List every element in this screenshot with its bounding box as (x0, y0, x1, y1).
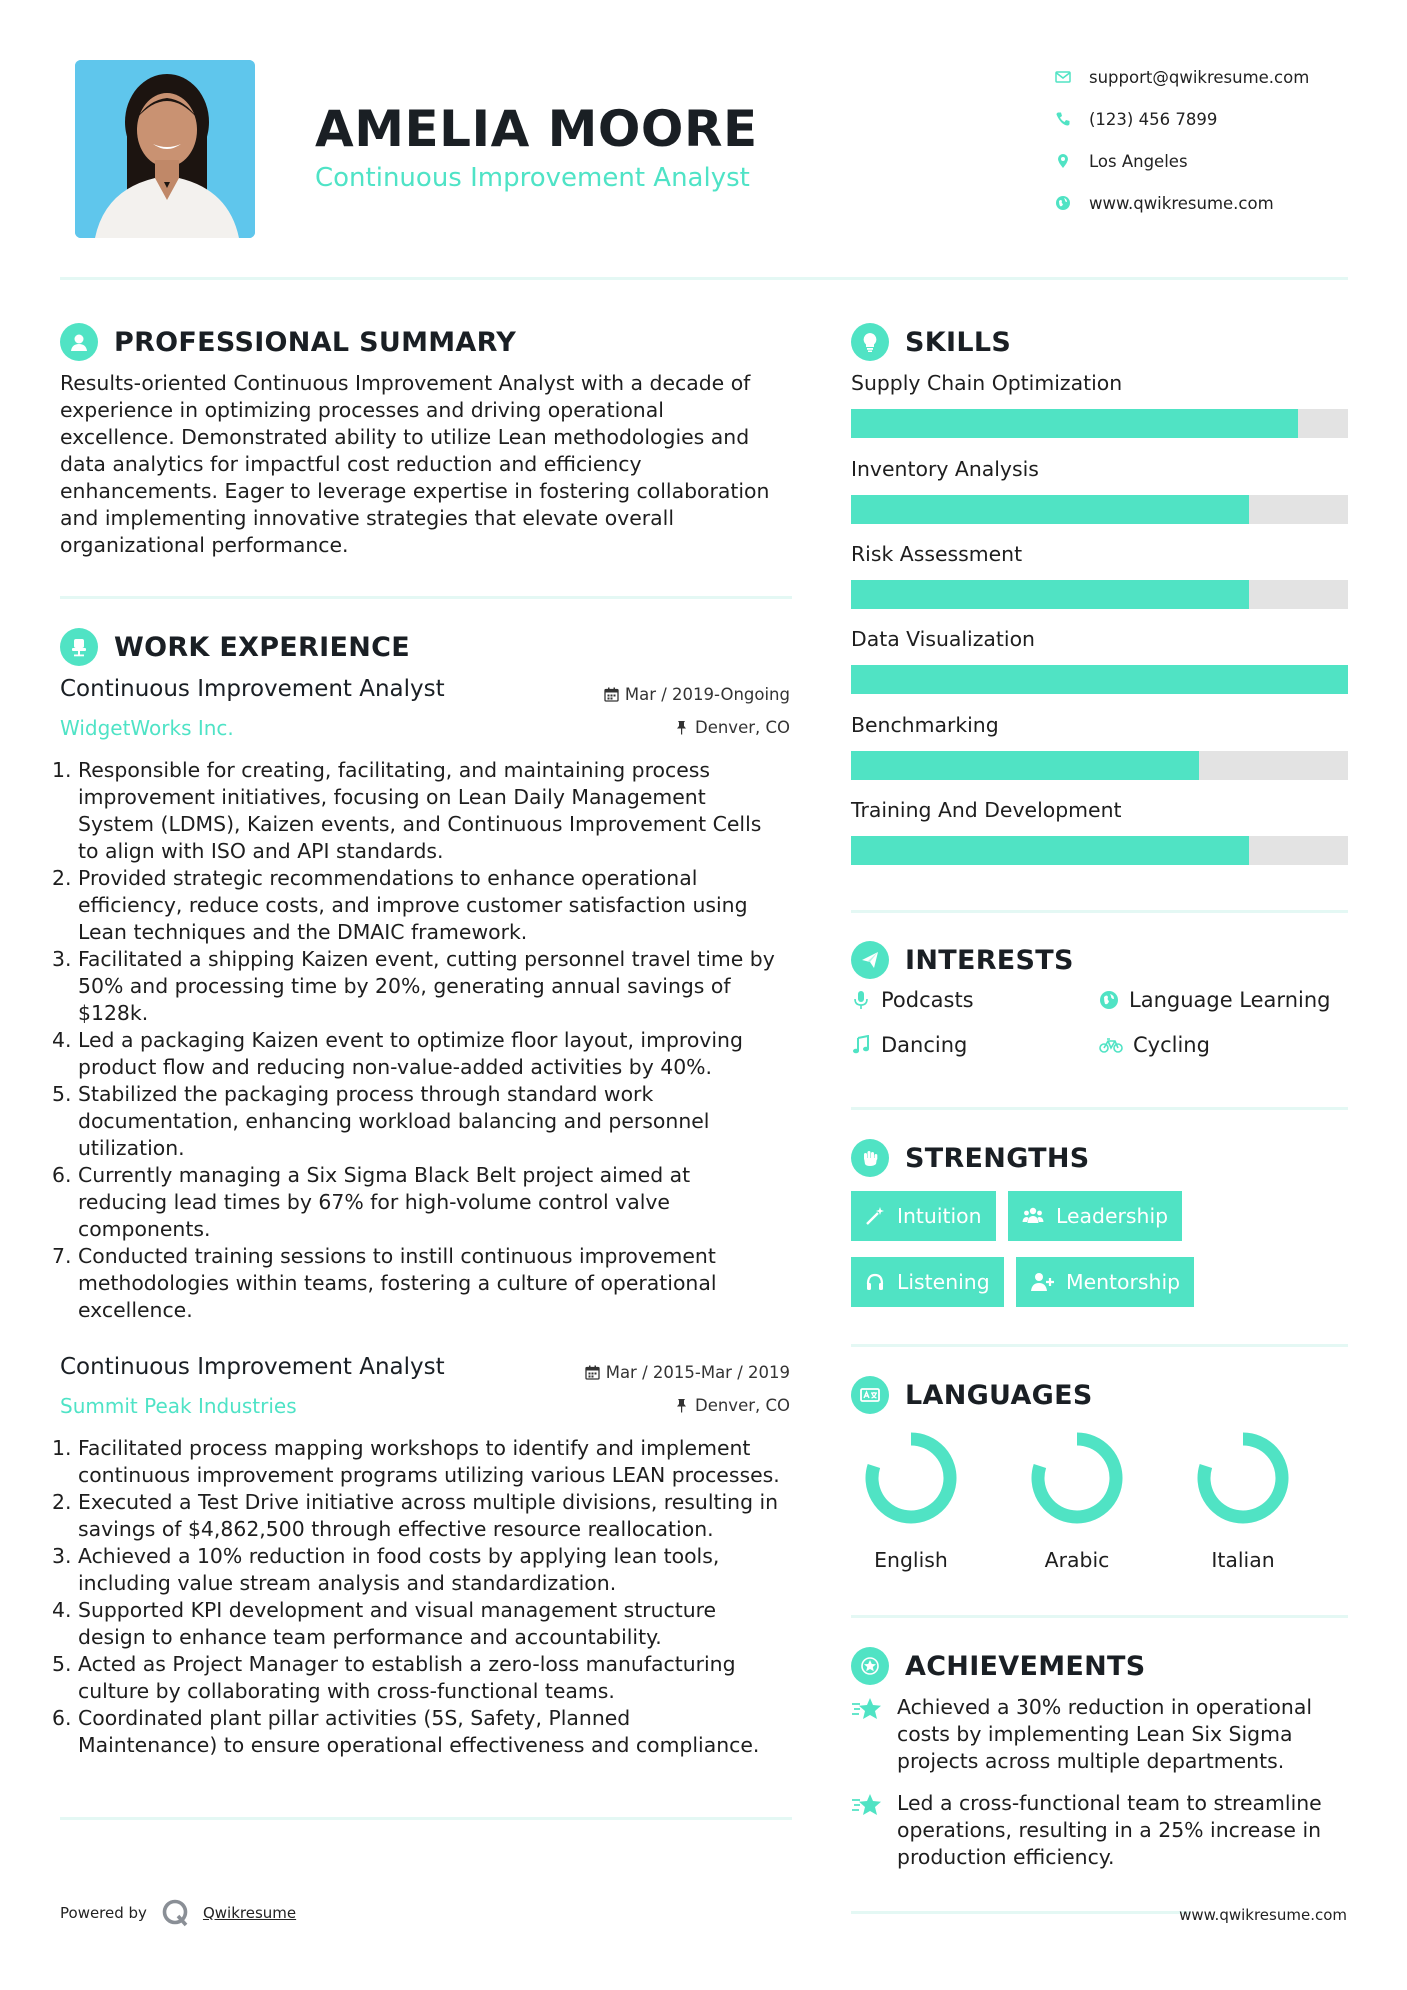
achievement-line: Led a cross-functional team to streamline (897, 1791, 1322, 1815)
globe-icon (1055, 195, 1089, 211)
achievement-item (851, 1790, 1351, 1871)
header-divider (60, 277, 1348, 280)
language-ring-arc (1038, 1439, 1116, 1517)
list-item (52, 1705, 800, 1759)
list-number: 7. (52, 1244, 72, 1268)
skill-bar-track (851, 580, 1348, 609)
interest-item (1099, 988, 1330, 1012)
list-item (52, 757, 800, 865)
list-text (78, 757, 800, 865)
star-icon (851, 1790, 897, 1871)
list-line: components. (78, 1217, 211, 1241)
list-line: efficiency, reduce costs, and improve customer satisfaction using (78, 893, 748, 917)
list-line: Led a packaging Kaizen event to optimize floor layout, improving (78, 1028, 743, 1052)
candidate-role: Continuous Improvement Analyst (315, 163, 750, 193)
language-ring-arc (1204, 1439, 1282, 1517)
list-line: Coordinated plant pillar activities (5S, Safety, Planned (78, 1706, 631, 1730)
achievements-divider (851, 1911, 1191, 1914)
translate-icon (851, 1376, 889, 1414)
strengths-title: STRENGTHS (905, 1142, 1090, 1174)
headphones-icon (865, 1272, 885, 1292)
list-line: design to enhance team performance and accountability. (78, 1625, 662, 1649)
job-dates (604, 685, 790, 704)
skill-bar-track (851, 495, 1348, 524)
skill-name: Training And Development (851, 798, 1122, 822)
skills-heading (851, 323, 1011, 361)
achievement-line: production efficiency. (897, 1845, 1115, 1869)
list-line: documentation, enhancing workload balancing and personnel (78, 1109, 710, 1133)
skills-divider (851, 910, 1348, 913)
skill-bar-fill (851, 751, 1199, 780)
language-name: English (874, 1548, 948, 1572)
user-plus-icon (1030, 1272, 1054, 1292)
language-item (1183, 1432, 1303, 1572)
list-item (52, 1597, 800, 1651)
job-company: Summit Peak Industries (60, 1394, 297, 1418)
contact-block (1055, 56, 1385, 224)
chair-icon (60, 628, 98, 666)
language-ring (1197, 1432, 1289, 1524)
interests-title: INTERESTS (905, 944, 1074, 976)
job-bullets (52, 757, 800, 1324)
skill-bar-fill (851, 836, 1249, 865)
achievements-heading (851, 1647, 1146, 1685)
list-text (78, 1489, 800, 1543)
list-text (78, 1543, 800, 1597)
lightbulb-icon (851, 323, 889, 361)
list-item (52, 1162, 800, 1243)
job-dates-text: Mar / 2019-Ongoing (624, 685, 790, 704)
achievement-line: operations, resulting in a 25% increase in (897, 1818, 1322, 1842)
list-text (78, 946, 800, 1027)
language-ring-arc (872, 1439, 950, 1517)
languages-title: LANGUAGES (905, 1379, 1093, 1411)
list-line: $128k. (78, 1001, 149, 1025)
skill-bar-fill (851, 495, 1249, 524)
interest-item (851, 1033, 967, 1057)
list-line: improvement initiatives, focusing on Lean Daily Management (78, 785, 706, 809)
list-number: 6. (52, 1163, 72, 1187)
qwikresume-link[interactable]: Qwikresume (202, 1904, 297, 1922)
interest-label: Dancing (881, 1033, 968, 1057)
list-line: continuous improvement programs utilizing various LEAN processes. (78, 1463, 780, 1487)
list-text (78, 1027, 800, 1081)
contact-location-text: Los Angeles (1089, 151, 1188, 171)
list-number: 3. (52, 947, 72, 971)
interests-heading (851, 941, 1074, 979)
candidate-name: AMELIA MOORE (315, 100, 758, 158)
summary-heading (60, 323, 516, 361)
strength-label: Intuition (897, 1204, 982, 1228)
music-note-icon (851, 1035, 871, 1055)
list-line: Executed a Test Drive initiative across multiple divisions, resulting in (78, 1490, 779, 1514)
list-item (52, 1489, 800, 1543)
skill-bar-track (851, 836, 1348, 865)
achievement-text (897, 1790, 1322, 1871)
summary-text (60, 370, 790, 559)
job-dates (585, 1363, 790, 1382)
achievement-item (851, 1694, 1351, 1775)
skill-bar-fill (851, 665, 1348, 694)
contact-location (1055, 140, 1385, 182)
list-item (52, 1435, 800, 1489)
list-line: Facilitated a shipping Kaizen event, cutting personnel travel time by (78, 947, 775, 971)
summary-title: PROFESSIONAL SUMMARY (114, 326, 517, 358)
skill-name: Benchmarking (851, 713, 999, 737)
list-number: 4. (52, 1598, 72, 1622)
summary-line: organizational performance. (60, 533, 349, 557)
job-company: WidgetWorks Inc. (60, 716, 234, 740)
calendar-icon (604, 687, 619, 702)
achievement-text (897, 1694, 1312, 1775)
list-item (52, 1651, 800, 1705)
list-line: product flow and reducing non-value-added activities by 40%. (78, 1055, 713, 1079)
list-line: reducing lead times by 67% for high-volume control valve (78, 1190, 670, 1214)
strength-tag (1008, 1191, 1182, 1241)
job-bullets (52, 1435, 800, 1759)
list-line: Lean techniques and the DMAIC framework. (78, 920, 528, 944)
skill-bar-fill (851, 580, 1249, 609)
list-line: Responsible for creating, facilitating, and maintaining process (78, 758, 710, 782)
experience-heading (60, 628, 410, 666)
job-dates-text: Mar / 2015-Mar / 2019 (605, 1363, 790, 1382)
list-line: System (LDMS), Kaizen events, and Continuous Improvement Cells (78, 812, 762, 836)
list-text (78, 1651, 800, 1705)
list-number: 4. (52, 1028, 72, 1052)
contact-email-text[interactable]: support@qwikresume.com (1089, 67, 1310, 87)
job-location (674, 718, 790, 737)
list-item (52, 1027, 800, 1081)
summary-line: Results-oriented Continuous Improvement Analyst with a decade of (60, 371, 751, 395)
contact-phone (1055, 98, 1385, 140)
strengths-heading (851, 1139, 1090, 1177)
list-item (52, 865, 800, 946)
microphone-icon (851, 990, 871, 1010)
calendar-icon (585, 1365, 600, 1380)
list-line: to align with ISO and API standards. (78, 839, 444, 863)
list-line: 50% and processing time by 20%, generating annual savings of (78, 974, 731, 998)
list-text (78, 1243, 800, 1324)
list-text (78, 865, 800, 946)
list-number: 1. (52, 758, 72, 782)
strength-label: Leadership (1056, 1204, 1169, 1228)
list-line: Achieved a 10% reduction in food costs by applying lean tools, (78, 1544, 720, 1568)
strengths-divider (851, 1344, 1348, 1347)
language-name: Italian (1211, 1548, 1275, 1572)
summary-line: excellence. Demonstrated ability to utilize Lean methodologies and (60, 425, 750, 449)
list-number: 6. (52, 1706, 72, 1730)
interest-label: Podcasts (881, 988, 974, 1012)
paper-plane-icon (851, 941, 889, 979)
strength-tag (851, 1257, 1004, 1307)
interest-label: Cycling (1133, 1033, 1210, 1057)
contact-email (1055, 56, 1385, 98)
summary-line: data analytics for impactful cost reduction and efficiency (60, 452, 642, 476)
list-item (52, 1243, 800, 1324)
experience-divider (60, 1817, 792, 1820)
list-number: 1. (52, 1436, 72, 1460)
languages-heading (851, 1376, 1093, 1414)
user-icon (60, 323, 98, 361)
list-line: Acted as Project Manager to establish a zero-loss manufacturing (78, 1652, 736, 1676)
contact-phone-text: (123) 456 7899 (1089, 109, 1218, 129)
list-line: Stabilized the packaging process through standard work (78, 1082, 654, 1106)
strength-label: Mentorship (1066, 1270, 1181, 1294)
map-pin-icon (1055, 153, 1089, 169)
skill-name: Inventory Analysis (851, 457, 1039, 481)
job-title: Continuous Improvement Analyst (60, 676, 445, 702)
language-name: Arabic (1044, 1548, 1110, 1572)
phone-icon (1055, 111, 1089, 127)
list-item (52, 946, 800, 1027)
summary-line: and implementing innovative strategies that elevate overall (60, 506, 674, 530)
list-number: 5. (52, 1652, 72, 1676)
star-icon (851, 1694, 897, 1775)
skill-name: Risk Assessment (851, 542, 1023, 566)
list-line: excellence. (78, 1298, 193, 1322)
qwikresume-logo-icon (161, 1898, 191, 1928)
summary-divider (60, 596, 792, 599)
list-line: Provided strategic recommendations to enhance operational (78, 866, 698, 890)
list-line: Conducted training sessions to instill continuous improvement (78, 1244, 716, 1268)
language-ring (1031, 1432, 1123, 1524)
achievements-title: ACHIEVEMENTS (905, 1650, 1146, 1682)
skill-bar-track (851, 665, 1348, 694)
list-line: Currently managing a Six Sigma Black Belt project aimed at (78, 1163, 691, 1187)
list-line: methodologies within teams, fostering a culture of operational (78, 1271, 717, 1295)
list-line: Supported KPI development and visual management structure (78, 1598, 717, 1622)
footer-powered (60, 1898, 296, 1928)
strength-label: Listening (897, 1270, 990, 1294)
profile-photo (75, 60, 255, 238)
language-ring (865, 1432, 957, 1524)
globe-icon (1099, 990, 1119, 1010)
job-location-text: Denver, CO (694, 1396, 790, 1415)
powered-by-text: Powered by (60, 1904, 147, 1922)
language-item (851, 1432, 971, 1572)
list-text (78, 1081, 800, 1162)
strength-tag (1016, 1257, 1194, 1307)
list-text (78, 1705, 800, 1759)
interest-item (1099, 1033, 1210, 1057)
envelope-icon (1055, 69, 1089, 85)
list-line: Maintenance) to ensure operational effectiveness and compliance. (78, 1733, 760, 1757)
list-number: 2. (52, 866, 72, 890)
bicycle-icon (1099, 1035, 1123, 1055)
magic-wand-icon (865, 1206, 885, 1226)
list-text (78, 1597, 800, 1651)
footer-website[interactable]: www.qwikresume.com (1179, 1906, 1347, 1924)
achievement-line: costs by implementing Lean Six Sigma (897, 1722, 1293, 1746)
summary-line: enhancements. Eager to leverage expertise in fostering collaboration (60, 479, 770, 503)
experience-title: WORK EXPERIENCE (114, 631, 410, 663)
job-location-text: Denver, CO (694, 718, 790, 737)
list-item (52, 1543, 800, 1597)
skill-name: Supply Chain Optimization (851, 371, 1123, 395)
contact-website (1055, 182, 1385, 224)
skill-bar-fill (851, 409, 1298, 438)
interest-item (851, 988, 974, 1012)
fist-icon (851, 1139, 889, 1177)
skills-title: SKILLS (905, 326, 1012, 358)
achievement-line: Achieved a 30% reduction in operational (897, 1695, 1312, 1719)
skill-bar-track (851, 409, 1348, 438)
pushpin-icon (674, 1398, 689, 1413)
strength-tag (851, 1191, 996, 1241)
star-badge-icon (851, 1647, 889, 1685)
list-line: culture by collaborating with cross-functional teams. (78, 1679, 615, 1703)
summary-line: experience in optimizing processes and driving operational (60, 398, 664, 422)
contact-website-text[interactable]: www.qwikresume.com (1089, 193, 1274, 213)
list-number: 3. (52, 1544, 72, 1568)
language-item (1017, 1432, 1137, 1572)
job-location (674, 1396, 790, 1415)
list-line: utilization. (78, 1136, 185, 1160)
skill-name: Data Visualization (851, 627, 1035, 651)
list-text (78, 1435, 800, 1489)
skill-bar-track (851, 751, 1348, 780)
pushpin-icon (674, 720, 689, 735)
users-icon (1022, 1206, 1044, 1226)
list-line: savings of $4,862,500 through effective resource reallocation. (78, 1517, 714, 1541)
interests-divider (851, 1107, 1348, 1110)
list-number: 5. (52, 1082, 72, 1106)
job-title: Continuous Improvement Analyst (60, 1354, 445, 1380)
list-line: including value stream analysis and standardization. (78, 1571, 617, 1595)
list-text (78, 1162, 800, 1243)
languages-divider (851, 1615, 1348, 1618)
interest-label: Language Learning (1129, 988, 1331, 1012)
list-item (52, 1081, 800, 1162)
list-line: Facilitated process mapping workshops to identify and implement (78, 1436, 751, 1460)
list-number: 2. (52, 1490, 72, 1514)
achievement-line: projects across multiple departments. (897, 1749, 1285, 1773)
